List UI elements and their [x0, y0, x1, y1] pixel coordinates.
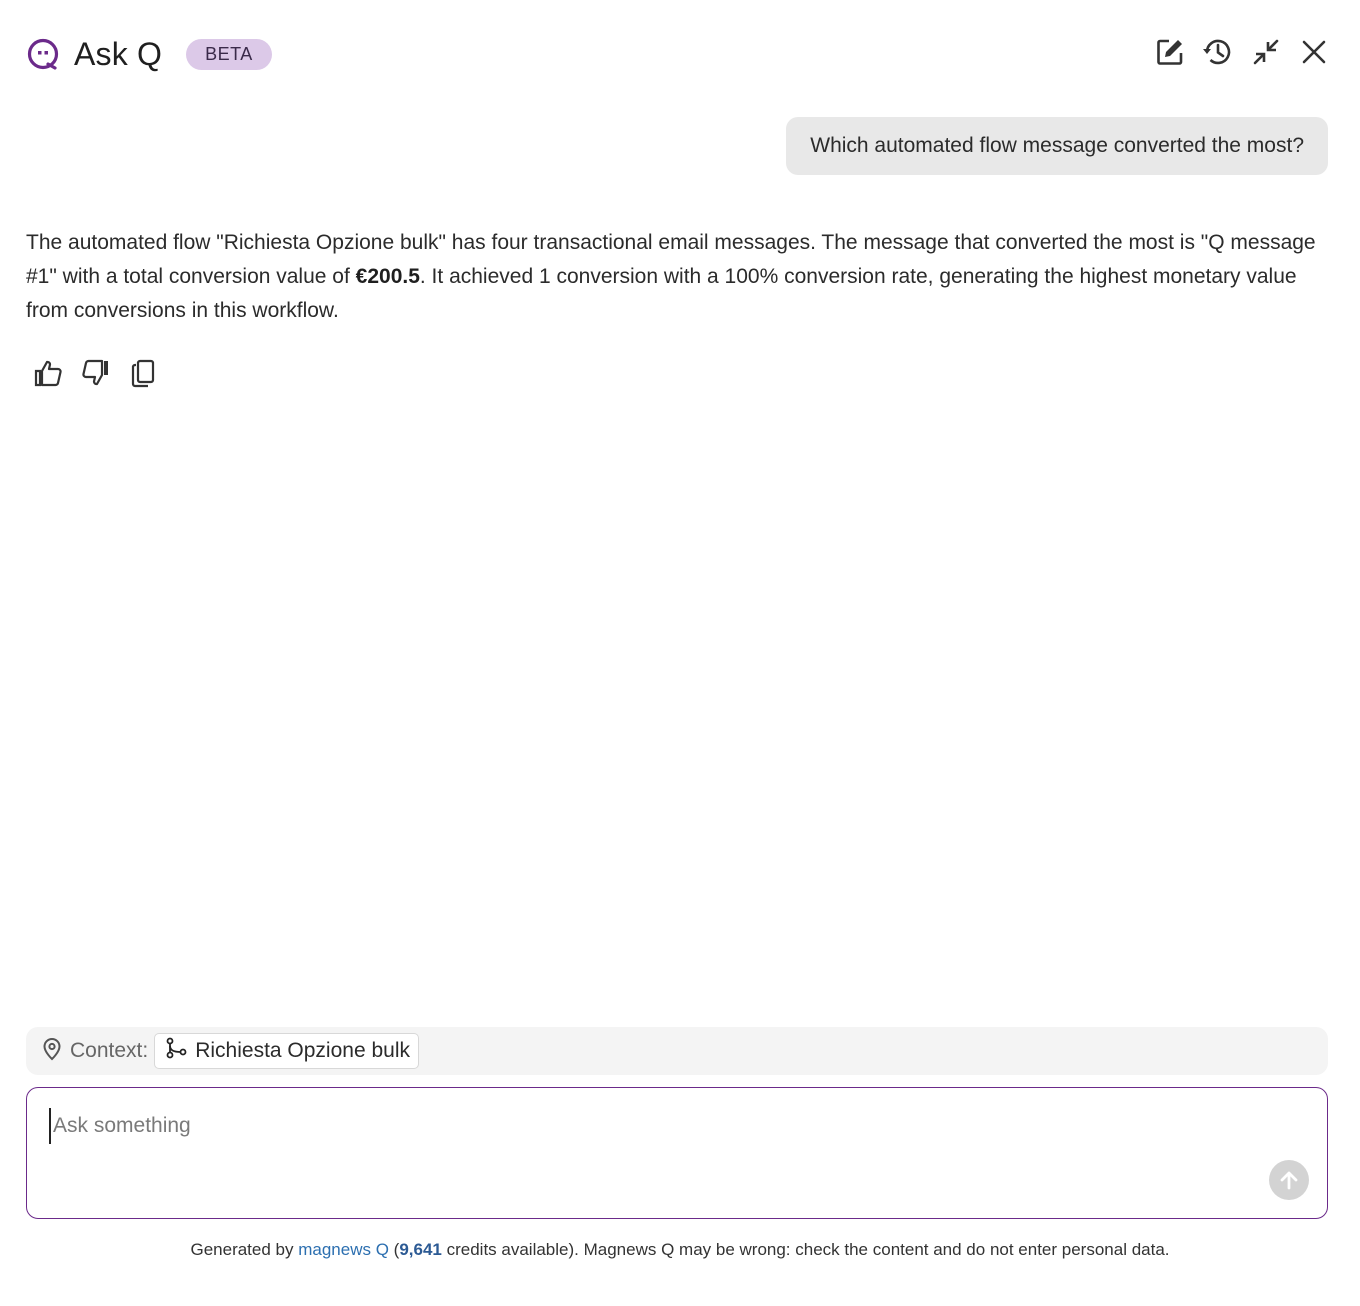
panel-title: Ask Q — [74, 35, 163, 72]
footer-disclaimer — [0, 1240, 1360, 1260]
location-pin-icon — [42, 1037, 62, 1066]
context-bar — [26, 1027, 1328, 1075]
magnews-q-link[interactable]: magnews Q — [298, 1240, 389, 1259]
send-button[interactable] — [1269, 1160, 1309, 1200]
thumbs-up-icon[interactable] — [32, 356, 64, 390]
context-chip-label: Richiesta Opzione bulk — [195, 1039, 410, 1062]
thumbs-down-icon[interactable] — [80, 356, 112, 390]
answer-text-part2: . It achieved 1 conversion with a 100% conversion rate, generating the highest monetary value from conversions in this workflow. — [26, 265, 1297, 322]
ask-input[interactable] — [49, 1108, 1249, 1144]
header-actions — [1154, 36, 1330, 68]
close-icon[interactable] — [1298, 36, 1330, 68]
workflow-icon — [165, 1037, 187, 1065]
credits-count: 9,641 — [399, 1240, 442, 1259]
context-chip[interactable] — [154, 1033, 419, 1069]
footer-prefix: Generated by — [190, 1240, 299, 1259]
ask-input-box — [26, 1087, 1328, 1219]
copy-icon[interactable] — [128, 356, 160, 390]
panel-header — [26, 30, 1330, 78]
footer-open-paren: ( — [388, 1240, 400, 1259]
answer-highlight-value: €200.5 — [355, 265, 420, 288]
context-label: Context: — [70, 1039, 149, 1062]
q-logo-icon — [26, 37, 60, 71]
beta-badge: BETA — [186, 39, 272, 70]
arrow-up-icon — [1277, 1168, 1301, 1192]
answer-feedback-actions — [32, 356, 160, 390]
user-message-bubble: Which automated flow message converted the most? — [786, 117, 1328, 175]
answer-text-part1: The automated flow "Richiesta Opzione bulk" has four transactional email messages. The message that converted the most is "Q message #1" with a total conversion value of — [26, 231, 1316, 288]
minimize-icon[interactable] — [1250, 36, 1282, 68]
assistant-answer — [26, 226, 1326, 328]
history-icon[interactable] — [1202, 36, 1234, 68]
footer-suffix: credits available). Magnews Q may be wrong: check the content and do not enter personal data. — [441, 1240, 1170, 1259]
new-chat-edit-icon[interactable] — [1154, 36, 1186, 68]
